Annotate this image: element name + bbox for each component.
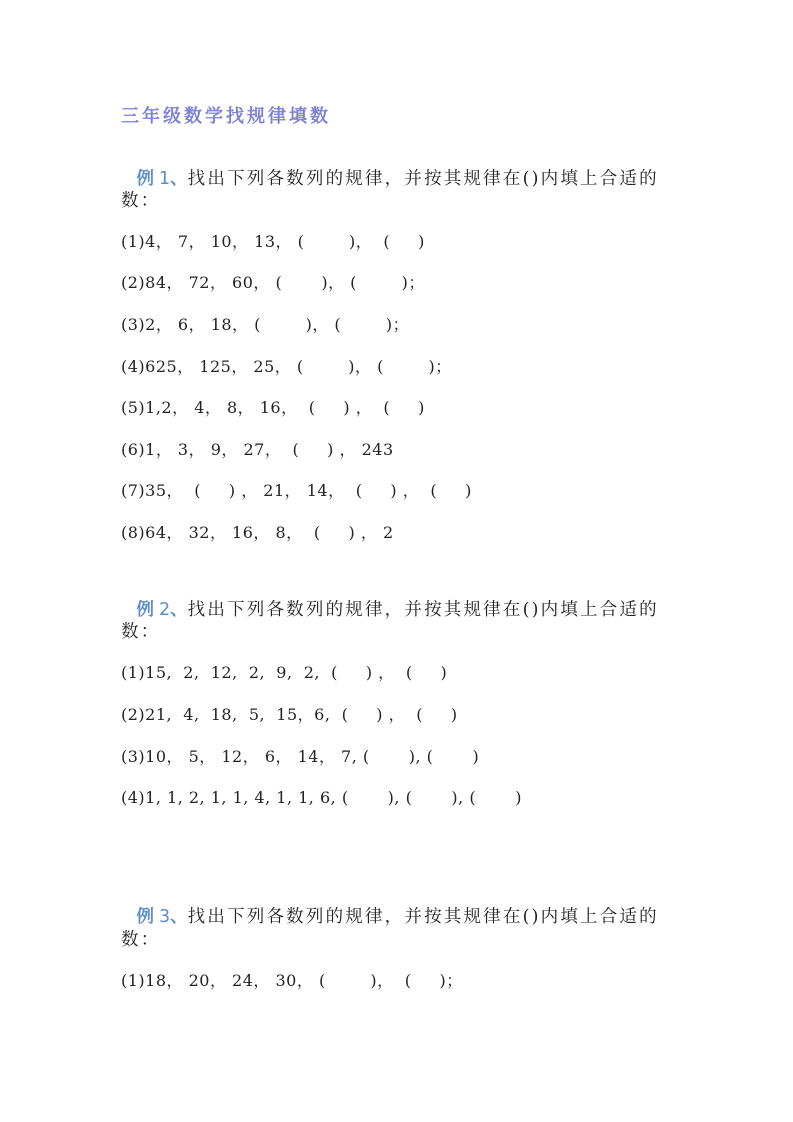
example-3-problem-1: (1)18， 20， 24， 30， ( )， ( )； — [121, 971, 463, 990]
example-separator: 、 — [170, 600, 188, 620]
example-2-problem-2: (2)21, 4, 18, 5, 15，6, ( ) ， ( ) — [121, 705, 458, 724]
page-title: 三年级数学找规律填数 — [121, 106, 331, 127]
example-1-problem-3: (3)2， 6， 18， ( )， ( )； — [121, 315, 410, 334]
example-3-tag — [137, 907, 188, 927]
example-2-heading — [121, 580, 659, 620]
example-1-problem-6: (6)1， 3， 9， 27， ( ) ， 243 — [121, 440, 394, 459]
example-separator: 、 — [170, 169, 188, 189]
example-tag-label: 例 — [136, 907, 155, 927]
example-2-instruction-cont: 数： — [121, 622, 161, 642]
example-1-problem-2: (2)84， 72， 60， ( )， ( )； — [121, 273, 425, 292]
example-separator: 、 — [170, 907, 188, 927]
example-2-problem-1: (1)15, 2, 12, 2, 9, 2, ( ) ， ( ) — [121, 663, 448, 682]
example-2-problem-3: (3)10， 5， 12， 6， 14， 7, ( ), ( ) — [121, 747, 480, 766]
example-1-problem-1: (1)4， 7， 10， 13， ( )， ( ) — [121, 232, 425, 251]
example-number: 2 — [159, 600, 171, 620]
example-1-problem-4: (4)625， 125， 25， ( )， ( )； — [121, 357, 452, 376]
example-1-problem-5: (5)1,2， 4， 8， 16， ( ) ， ( ) — [121, 398, 425, 417]
example-3-instruction: 找出下列各数列的规律，并按其规律在()内填上合适的 — [187, 907, 659, 927]
example-1-heading — [121, 149, 659, 189]
example-1-tag — [137, 169, 188, 189]
example-1-instruction-cont: 数： — [121, 191, 161, 211]
example-tag-label: 例 — [136, 600, 155, 620]
example-1-problem-8: (8)64， 32， 16， 8， ( ) ， 2 — [121, 523, 394, 542]
example-number: 3 — [159, 907, 171, 927]
example-1-problem-7: (7)35， ( ) ， 21， 14， ( ) ， ( ) — [121, 481, 472, 500]
example-2-problem-4: (4)1, 1, 2, 1, 1, 4, 1, 1, 6, ( ), ( ), ( ) — [121, 788, 522, 807]
example-number: 1 — [159, 169, 171, 189]
example-tag-label: 例 — [136, 169, 155, 189]
example-2-tag — [137, 600, 188, 620]
example-1-instruction: 找出下列各数列的规律，并按其规律在()内填上合适的 — [187, 169, 659, 189]
example-2-instruction: 找出下列各数列的规律，并按其规律在()内填上合适的 — [187, 600, 659, 620]
example-3-instruction-cont: 数： — [121, 930, 161, 950]
example-3-heading — [121, 887, 659, 927]
